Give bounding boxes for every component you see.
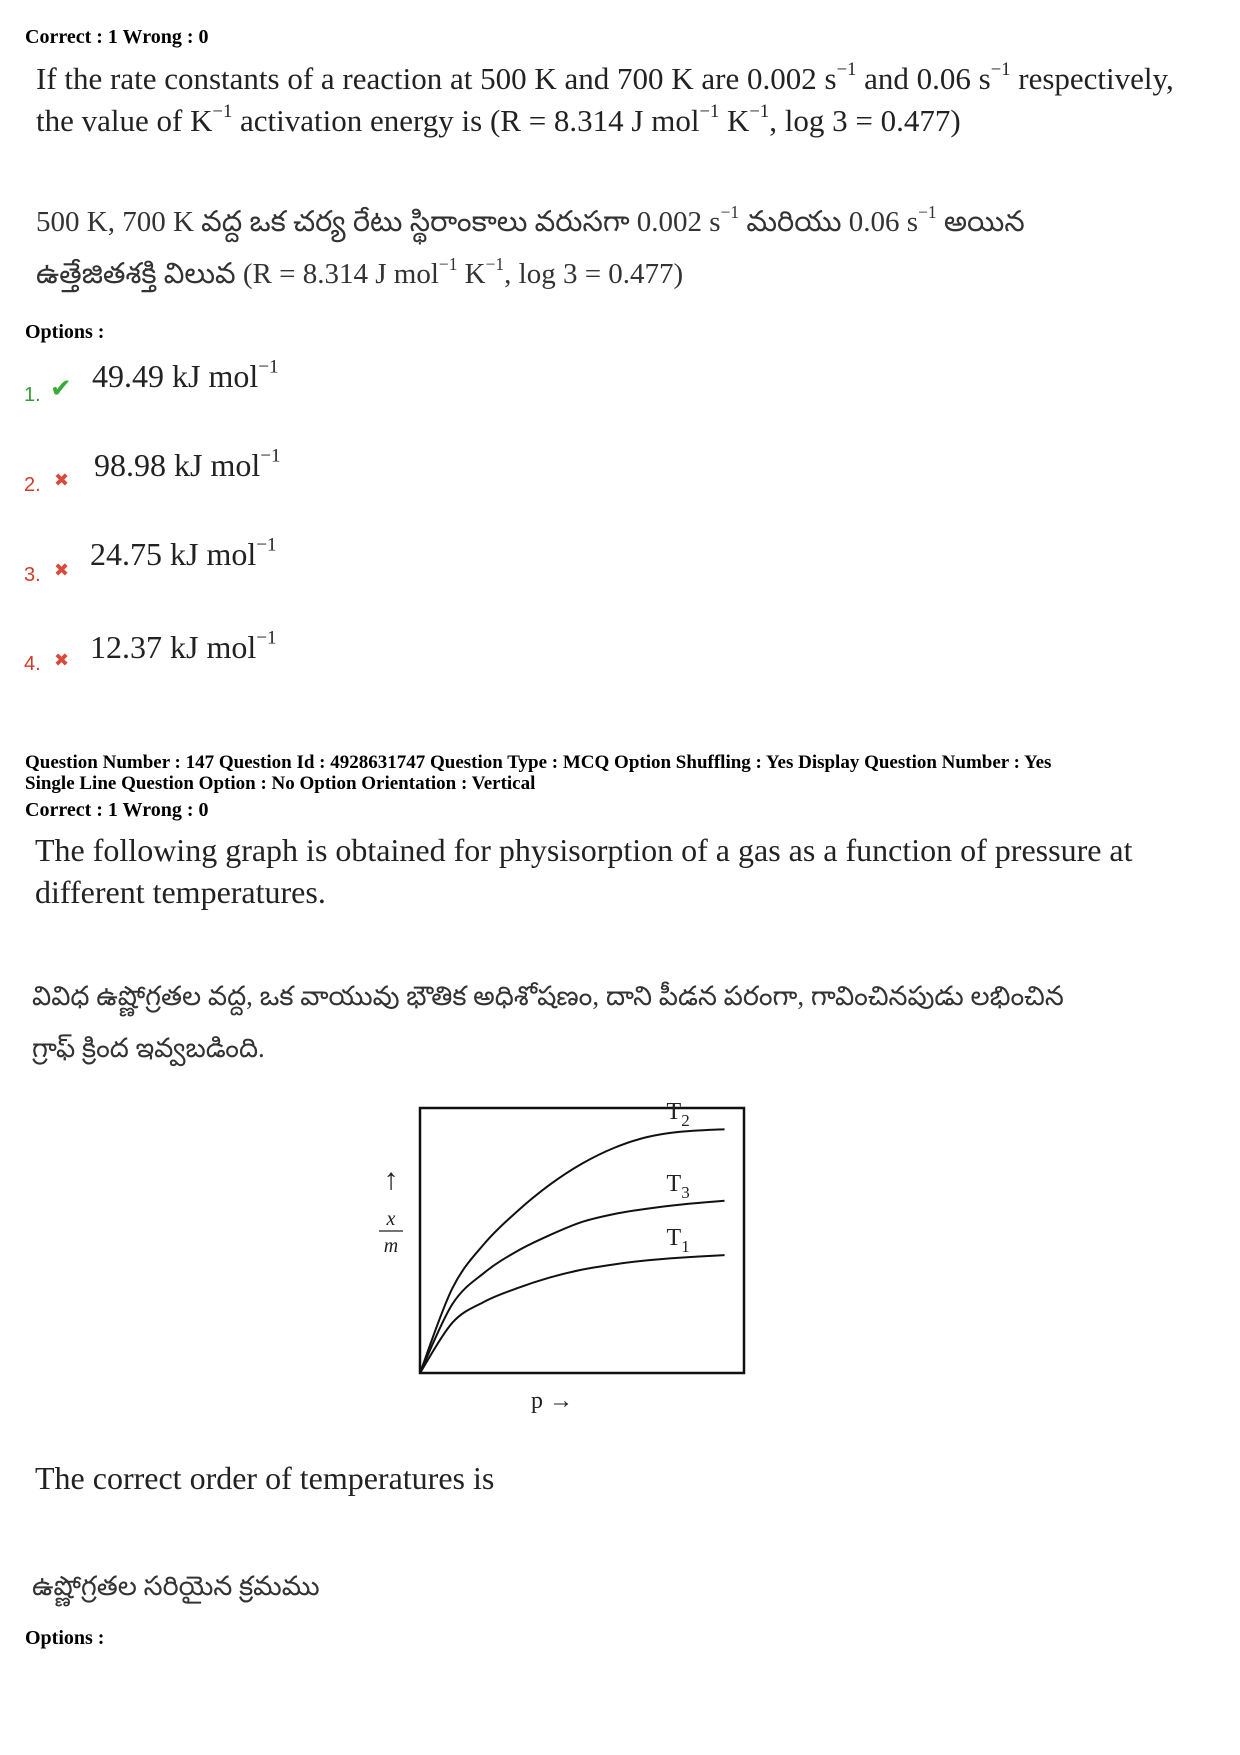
q2-order-en: The correct order of temperatures is bbox=[35, 1460, 495, 1496]
q2-order-te: ఉష్ణోగ్రతల సరియైన క్రమము bbox=[32, 1571, 320, 1601]
option-text: 98.98 kJ mol$^{-1}$ bbox=[94, 445, 281, 483]
series-label-t2: $T_2$ bbox=[666, 1099, 690, 1131]
checkmark-icon: ✔ bbox=[50, 374, 72, 404]
q1-question-en bbox=[36, 58, 1174, 142]
q2-question-en bbox=[35, 829, 1133, 913]
series-label-t1: $T_1$ bbox=[666, 1225, 690, 1257]
plot-frame bbox=[420, 1108, 744, 1373]
option-number: 4. bbox=[24, 653, 41, 675]
q1-score: Correct : 1 Wrong : 0 bbox=[25, 26, 209, 48]
q2-meta-line1: Question Number : 147 Question Id : 4928631747 Question Type : MCQ Option Shuffling : Yes Display Question Number : Yes bbox=[25, 752, 1052, 773]
cross-icon: ✖ bbox=[54, 650, 70, 671]
x-axis-label: p → bbox=[531, 1388, 573, 1414]
q1-question-te-line2: ఉత్తేజితశక్తి విలువ (R = 8.314 J mol$^{-1}$ $K^{-1}$, log 3 = 0.477) bbox=[36, 253, 684, 290]
q2-score: Correct : 1 Wrong : 0 bbox=[25, 799, 209, 821]
q2-meta-line2: Single Line Question Option : No Option Orientation : Vertical bbox=[25, 773, 536, 794]
q1-question-en-line2: the value of $K^{-1}$ activation energy is (R = 8.314 J mol$^{-1}$ $K^{-1}$, log 3 = 0.477) bbox=[36, 101, 961, 138]
q1-question-te-line1: 500 K, 700 K వద్ద ఒక చర్య రేటు స్థిరాంకాలు వరుసగా 0.002 $s^{-1}$ మరియు 0.06 $s^{-1}$ అయిన bbox=[36, 201, 1025, 238]
option-number: 2. bbox=[24, 474, 41, 496]
series-curve-t1 bbox=[420, 1255, 725, 1373]
series-label-t3: $T_3$ bbox=[666, 1170, 690, 1202]
option-number: 3. bbox=[24, 564, 41, 586]
series-layer bbox=[420, 1099, 725, 1373]
q1-question-te bbox=[36, 196, 1025, 300]
series-curve-t2 bbox=[420, 1129, 725, 1373]
q2-question-te bbox=[32, 970, 1064, 1074]
q2-question-te-line2: గ్రాఫ్ క్రింద ఇవ్వబడింది. bbox=[32, 1033, 265, 1063]
y-axis-arrow: ↑ bbox=[383, 1163, 399, 1196]
q2-question-en-line2: different temperatures. bbox=[35, 874, 326, 910]
cross-icon: ✖ bbox=[54, 470, 70, 491]
option-number: 1. bbox=[24, 384, 41, 406]
option-text: 49.49 kJ mol$^{-1}$ bbox=[92, 356, 279, 394]
y-label-numerator: x bbox=[386, 1208, 396, 1230]
y-label-denominator: m bbox=[383, 1235, 399, 1257]
option-text: 12.37 kJ mol$^{-1}$ bbox=[90, 627, 277, 665]
adsorption-isotherm-graph bbox=[360, 1090, 760, 1420]
cross-icon: ✖ bbox=[54, 560, 70, 581]
option-text: 24.75 kJ mol$^{-1}$ bbox=[90, 534, 277, 572]
q2-options-label: Options : bbox=[25, 1627, 105, 1649]
q2-question-en-line1: The following graph is obtained for physisorption of a gas as a function of pressure at bbox=[35, 832, 1133, 868]
q1-question-en-line1: If the rate constants of a reaction at 500 K and 700 K are 0.002 $s^{-1}$ and 0.06 $s^{-1}$ respectively, bbox=[36, 59, 1174, 96]
q1-options-label: Options : bbox=[25, 321, 105, 343]
q2-question-te-line1: వివిధ ఉష్ణోగ్రతల వద్ద, ఒక వాయువు భౌతిక అధిశోషణం, దాని పీడన పరంగా, గావించినపుడు లభించిన bbox=[32, 981, 1064, 1011]
